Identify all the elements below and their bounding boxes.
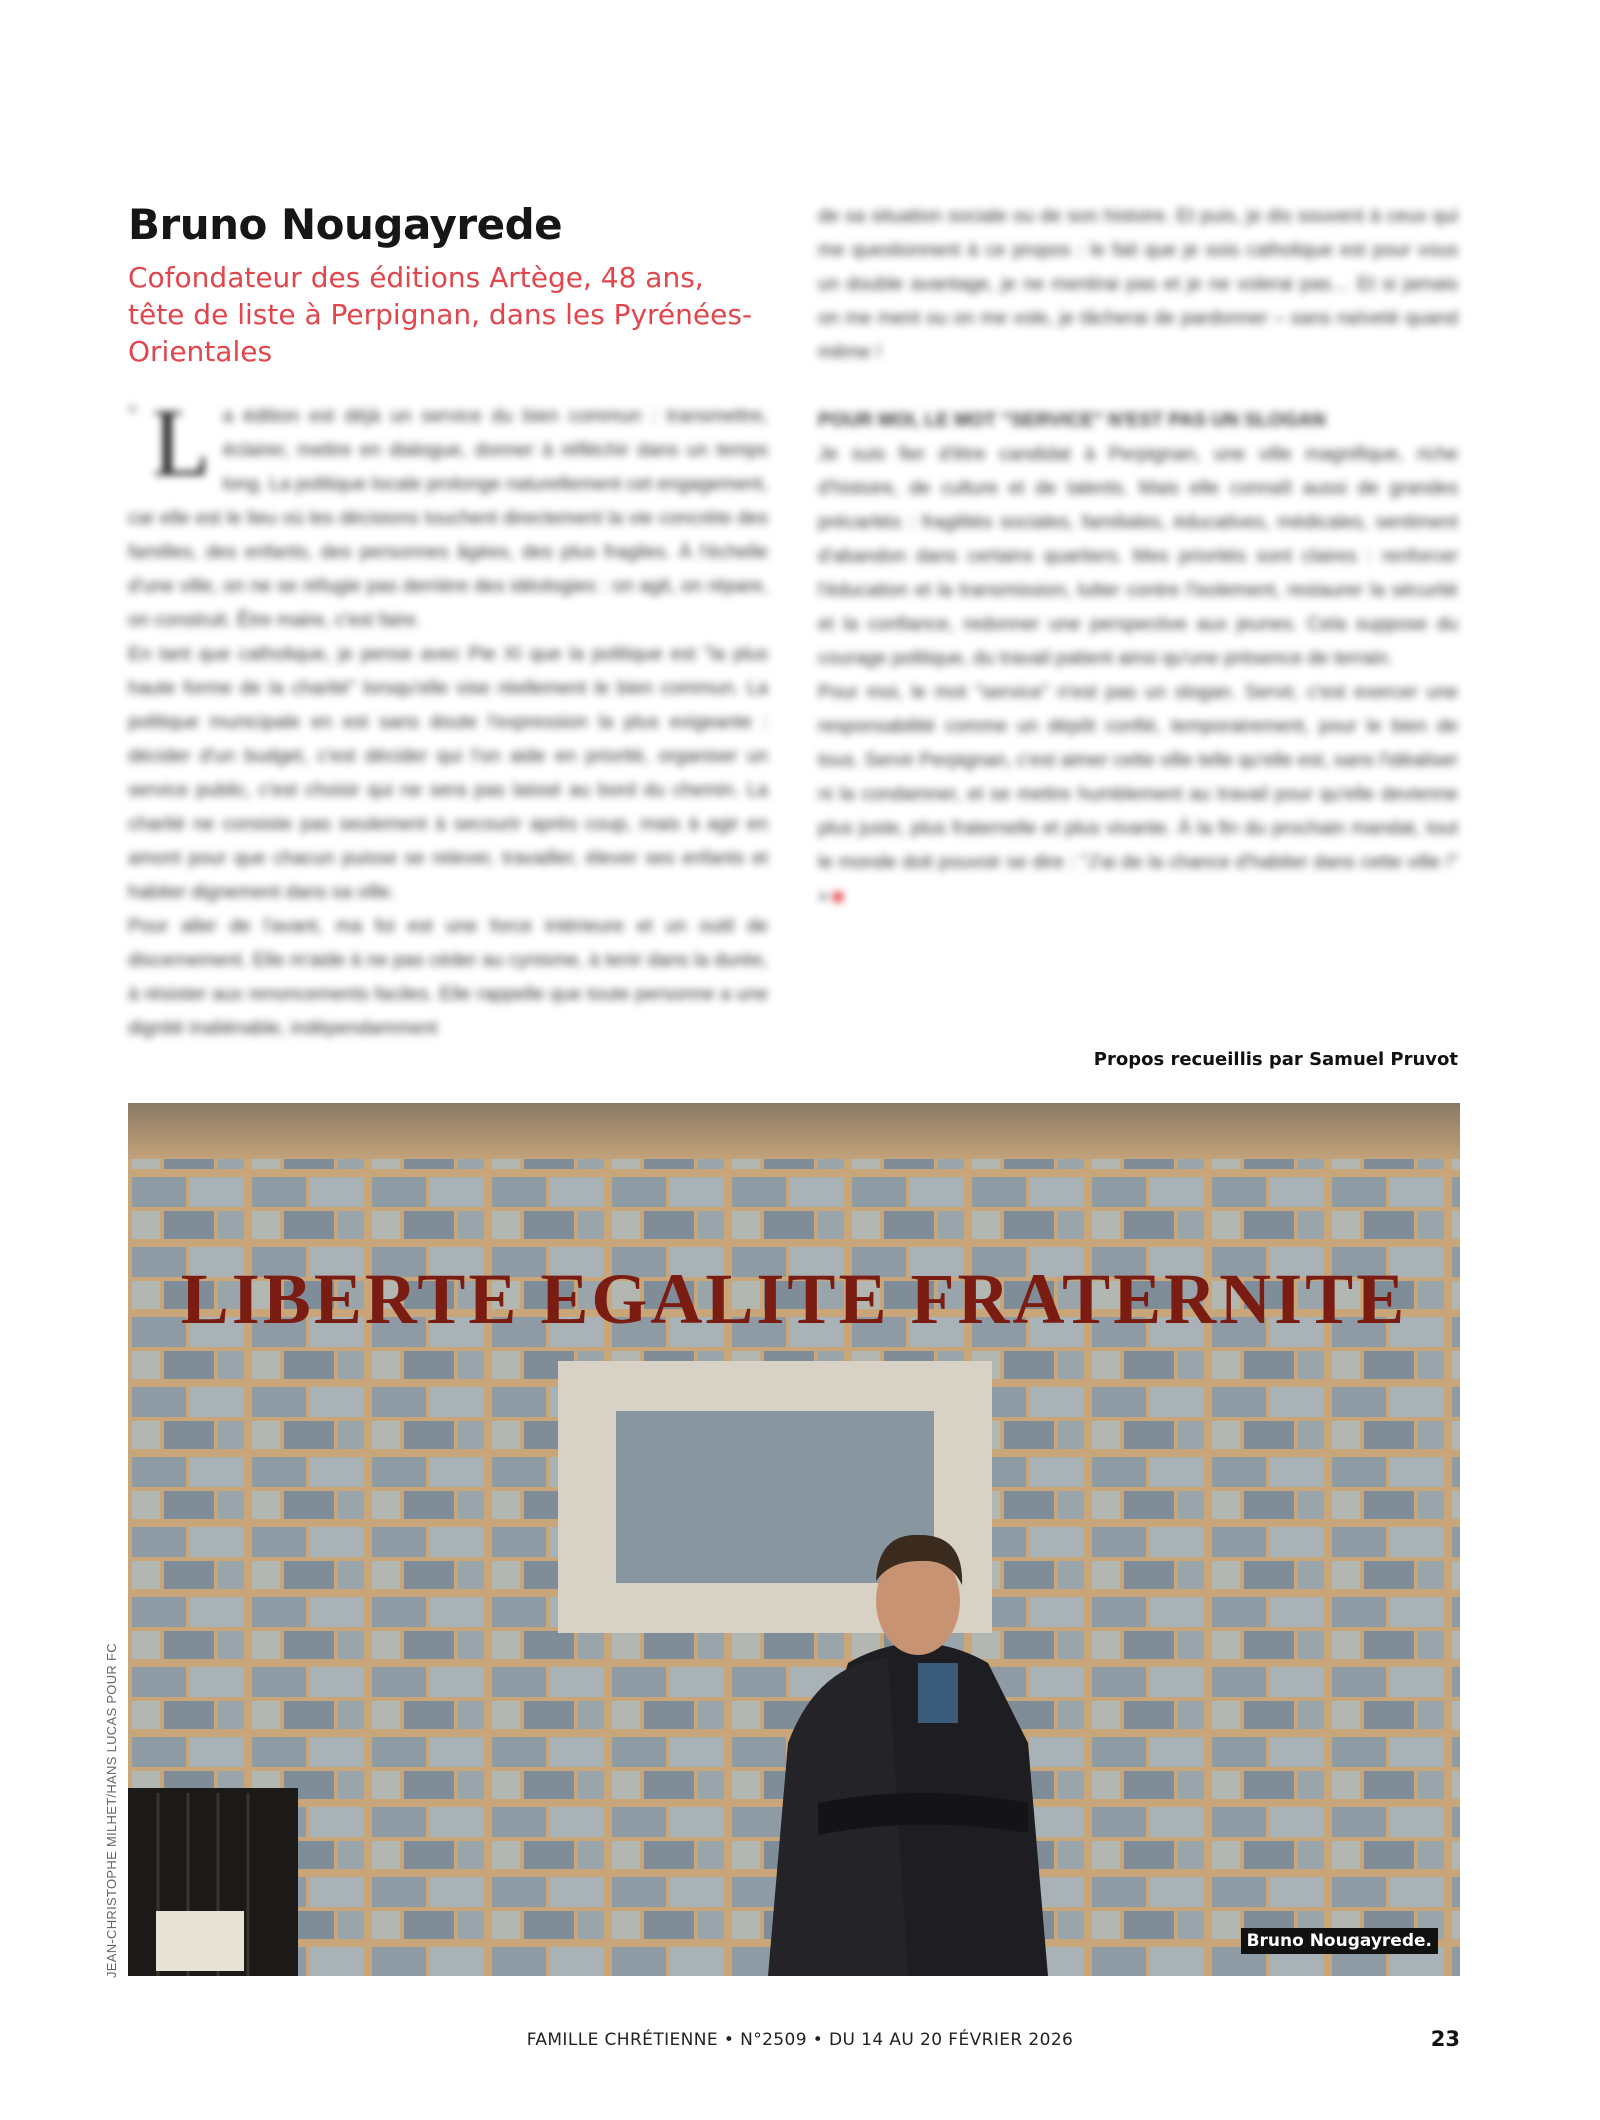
section-subhead: POUR MOI, LE MOT "SERVICE" N'EST PAS UN SLOGAN <box>818 410 1326 431</box>
paragraph-6-text: Pour moi, le mot "service" n'est pas un slogan. Servir, c'est exercer une responsabilité comme un dépôt confié, temporairement, pour le bien de tous. Servir Perpignan, c'est aimer cette ville telle qu'elle est, sans l'idéaliser ni la condamner, et se mettre humblement au travail pour qu'elle devienne plus juste, plus fraternelle et plus vivante. À la fin du prochain mandat, tout le monde doit pouvoir se dire : "J'ai de la chance d'habiter dans cette ville !" » <box>818 682 1458 907</box>
interview-credit: Propos recueillis par Samuel Pruvot <box>1093 1049 1458 1070</box>
paragraph-6 <box>818 676 1458 914</box>
end-mark-icon <box>833 892 843 902</box>
wall-inscription: LIBERTE EGALITE FRATERNITE <box>180 1259 1408 1339</box>
paragraph-1-text: a édition est déjà un service du bien commun : transmettre, éclairer, mettre en dialogue, donner à réfléchir dans un temps long. La politique locale prolonge naturellement cet engagement, car elle est le lieu où les décisions touchent directement la vie concrète des familles, des enfants, des personnes âgées, des plus fragiles. À l'échelle d'une ville, on ne se réfugie pas derrière des idéologies : on agit, on répare, on construit. Être maire, c'est faire. <box>128 406 768 631</box>
article-title: Bruno Nougayrede <box>128 200 563 249</box>
door-notice <box>156 1911 244 1971</box>
paragraph-5: Je suis fier d'être candidat à Perpignan, une ville magnifique, riche d'histoire, de culture et de talents. Mais elle connaît aussi de grandes précarités : fragilités sociales, familiales, éducatives, médicales, sentiment d'abandon dans certains quartiers. Mes priorités sont claires : renforcer l'éducation et la transmission, lutter contre l'isolement, restaurer la sécurité et la confiance, redonner une perspective aux jeunes. Cela suppose du courage politique, du travail patient ainsi qu'une présence de terrain. <box>818 444 1458 669</box>
page-number: 23 <box>1430 2027 1460 2051</box>
opening-quote: « <box>128 400 137 417</box>
article-body-right <box>818 200 1458 914</box>
paragraph-4: de sa situation sociale ou de son histoire. Et puis, je dis souvent à ceux qui me questionnent à ce propos : le fait que je sois catholique est pour vous un double avantage, je ne mentirai pas et je ne volerai pas… Et si jamais on me ment ou on me vole, je tâcherai de pardonner – sans naïveté quand même ! <box>818 206 1458 363</box>
photo-caption: Bruno Nougayrede. <box>1241 1928 1438 1954</box>
dropcap: L <box>152 389 211 496</box>
portrait-photo <box>128 1103 1460 1976</box>
article-subtitle: Cofondateur des éditions Artège, 48 ans, tête de liste à Perpignan, dans les Pyrénées-Orientales <box>128 261 753 368</box>
page-footer: FAMILLE CHRÉTIENNE • N°2509 • DU 14 AU 20 FÉVRIER 2026 <box>526 2030 1074 2050</box>
photo-illustration <box>128 1103 1460 1976</box>
photo-credit: JEAN-CHRISTOPHE MILHET/HANS LUCAS POUR FC <box>104 1643 119 1978</box>
paragraph-1 <box>128 389 768 638</box>
article-right-column <box>818 200 1458 914</box>
paragraph-2: En tant que catholique, je pense avec Pie XI que la politique est "la plus haute forme de la charité" lorsqu'elle vise réellement le bien commun. La politique municipale en est sans doute l'expression la plus exigeante : décider d'un budget, c'est décider qui l'on aide en priorité, organiser un service public, c'est choisir qui ne sera pas laissé au bord du chemin. La charité ne consiste pas seulement à secourir après coup, mais à agir en amont pour que chacun puisse se relever, travailler, élever ses enfants et habiter dignement dans sa ville. <box>128 644 768 903</box>
article-body-left <box>128 389 768 1046</box>
paragraph-3: Pour aller de l'avant, ma foi est une force intérieure et un outil de discernement. Elle m'aide à ne pas céder au cynisme, à tenir dans la durée, à résister aux renoncements faciles. Elle rappelle que toute personne a une dignité inaliénable, indépendamment <box>128 916 768 1039</box>
article-left-column <box>128 200 768 1046</box>
wall-top-band <box>128 1103 1460 1159</box>
